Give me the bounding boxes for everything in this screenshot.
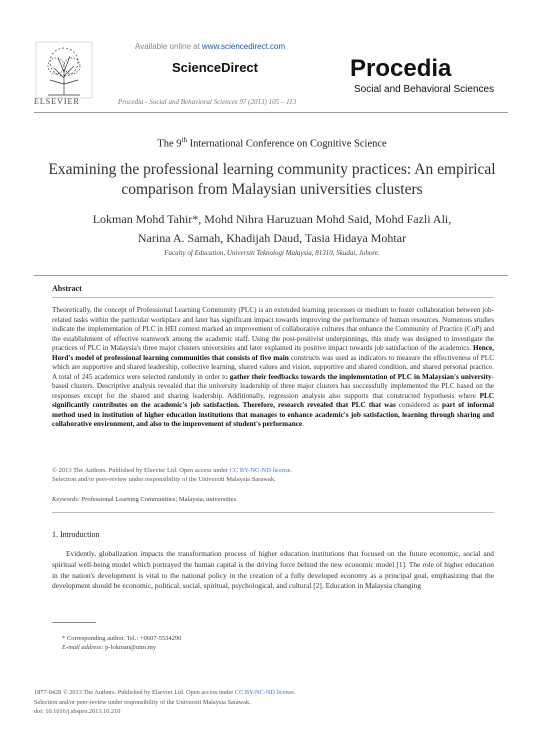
abstract-part-4: considered as bbox=[395, 401, 442, 409]
footnote bbox=[62, 634, 181, 652]
author-list bbox=[40, 210, 504, 248]
bottom-issn-prefix: 1877-0428 © 2013 The Authors. Published by Elsevier Ltd. Open access under bbox=[34, 689, 235, 696]
availability-note bbox=[135, 42, 285, 51]
abstract-bold-4: part of informal method used in institution of higher education institutions that manages to enhance academic's job satisfaction, learning through sharing and collaborative environment, and also to the improvement of student's performance bbox=[52, 401, 494, 428]
introduction-text: Evidently, globalization impacts the transformation process of higher education institutions that focused on the future economic, social and spiritual well-being model which portrayed the human capital is the driving force behind the new economic model [1]. The role of higher education in the nation's development is vital to the national policy in the creation of a fully developed economy as a principal goal, emphasizing that the development should be economic, political, social, spiritual, psychological, and cultural [2]. Education in Malaysia changing bbox=[52, 549, 494, 591]
keywords-label: Keywords: bbox=[52, 496, 80, 503]
authors-line-1: Lokman Mohd Tahir*, Mohd Nihra Haruzuan Mohd Said, Mohd Fazli Ali, bbox=[92, 212, 452, 226]
copyright-peer-review: Selection and/or peer-review under responsibility of the Universiti Malaysia Sarawak. bbox=[52, 476, 276, 483]
abstract-part-3: -based clusters. Descriptive analysis revealed that the university leadership of three major clusters has successfully implemented the PLC based on the responses except for the shared and sharing leadership. Additionally, regression analysis also supports that constructed hypothesis where bbox=[52, 372, 494, 400]
introduction-heading: 1. Introduction bbox=[52, 530, 100, 539]
conference-line bbox=[0, 136, 544, 150]
abstract-part-1: Theoretically, the concept of Professional Learning Community (PLC) is an extended learning processes or medium to foster collaboration between job-related tasks within the particular workplace and later has significant impact towards improving the performance of human resources. Numerous studies indicate the implementation of PLC in HEI context marked an improvement of collaborative cultures that enhance the Community of Practice (CoP) and the establishment of effective teamwork among the academic staff. Using the post-positivist underpinnings, this study was designed to investigate the practices of PLC in Malaysia's three major clusters universities and later explained its positive impact towards job satisfaction of the academics. bbox=[52, 306, 494, 352]
sciencedirect-wordmark: ScienceDirect bbox=[172, 60, 258, 75]
corresponding-author: * Corresponding author. Tel.: +0607-5534290 bbox=[62, 635, 182, 642]
abstract-part-5: . bbox=[302, 420, 304, 428]
abstract-part-2: constructs was used as indicators to measure the effectiveness of PLC which are supportive and shared leadership, collective learning, shared values and vision, supportive and shared condition, and shared personal practice. A total of 245 academics were selected randomly in order to bbox=[52, 353, 494, 381]
footnote-divider bbox=[52, 622, 96, 623]
abstract-bold-3: PLC significantly contributes on the academic's job satisfaction. Therefore, research revealed that PLC that was bbox=[52, 391, 494, 409]
bottom-notice bbox=[34, 688, 296, 717]
bottom-license-link[interactable]: CC BY-NC-ND license. bbox=[234, 689, 296, 696]
keywords bbox=[52, 496, 238, 503]
abstract-text bbox=[52, 306, 494, 430]
procedia-wordmark: Procedia bbox=[350, 55, 452, 82]
conference-sup: th bbox=[181, 136, 187, 144]
abstract-heading-divider bbox=[52, 297, 494, 298]
keywords-text: Professional Learning Communities; Malaysia; universities. bbox=[79, 496, 238, 503]
email-address[interactable]: p-lokman@utm.my bbox=[103, 644, 157, 651]
doi[interactable]: doi: 10.1016/j.sbspro.2013.10.210 bbox=[34, 708, 121, 715]
sciencedirect-link[interactable]: www.sciencedirect.com bbox=[202, 42, 286, 51]
conference-post: International Conference on Cognitive Science bbox=[186, 138, 387, 150]
keywords-divider bbox=[52, 512, 494, 513]
abstract-top-divider bbox=[34, 275, 508, 276]
header-divider bbox=[34, 112, 508, 113]
conference-pre: The 9 bbox=[157, 138, 182, 150]
procedia-subtitle: Social and Behavioral Sciences bbox=[354, 84, 495, 95]
email-label: E-mail address: bbox=[62, 644, 104, 651]
abstract-bold-2: gather their feedbacks towards the implementation of PLC in Malaysian's university bbox=[229, 372, 492, 381]
availability-prefix: Available online at bbox=[135, 42, 203, 51]
paper-title: Examining the professional learning community practices: An empirical comparison from Malaysian universities clusters bbox=[48, 161, 496, 198]
authors-line-2: Narina A. Samah, Khadijah Daud, Tasia Hidaya Mohtar bbox=[137, 231, 407, 245]
license-link[interactable]: CC BY-NC-ND license. bbox=[229, 467, 293, 474]
abstract-bold-1: Hence, Hord's model of professional learning communities that consists of five main bbox=[52, 344, 494, 362]
affiliation: Faculty of Education, Universiti Teknologi Malaysia, 81310, Skudai, Johore. bbox=[164, 249, 380, 257]
copyright-notice bbox=[52, 466, 292, 484]
abstract-heading: Abstract bbox=[52, 284, 82, 293]
elsevier-tree-logo bbox=[34, 40, 94, 100]
journal-citation: Procedia - Social and Behavioral Sciences 97 (2013) 105 – 113 bbox=[118, 98, 297, 106]
elsevier-wordmark: ELSEVIER bbox=[34, 97, 80, 106]
copyright-prefix: © 2013 The Authors. Published by Elsevier Ltd. Open access under bbox=[52, 467, 230, 474]
bottom-peer-review: Selection and/or peer-review under responsibility of the Universiti Malaysia Sarawak. bbox=[34, 698, 251, 706]
